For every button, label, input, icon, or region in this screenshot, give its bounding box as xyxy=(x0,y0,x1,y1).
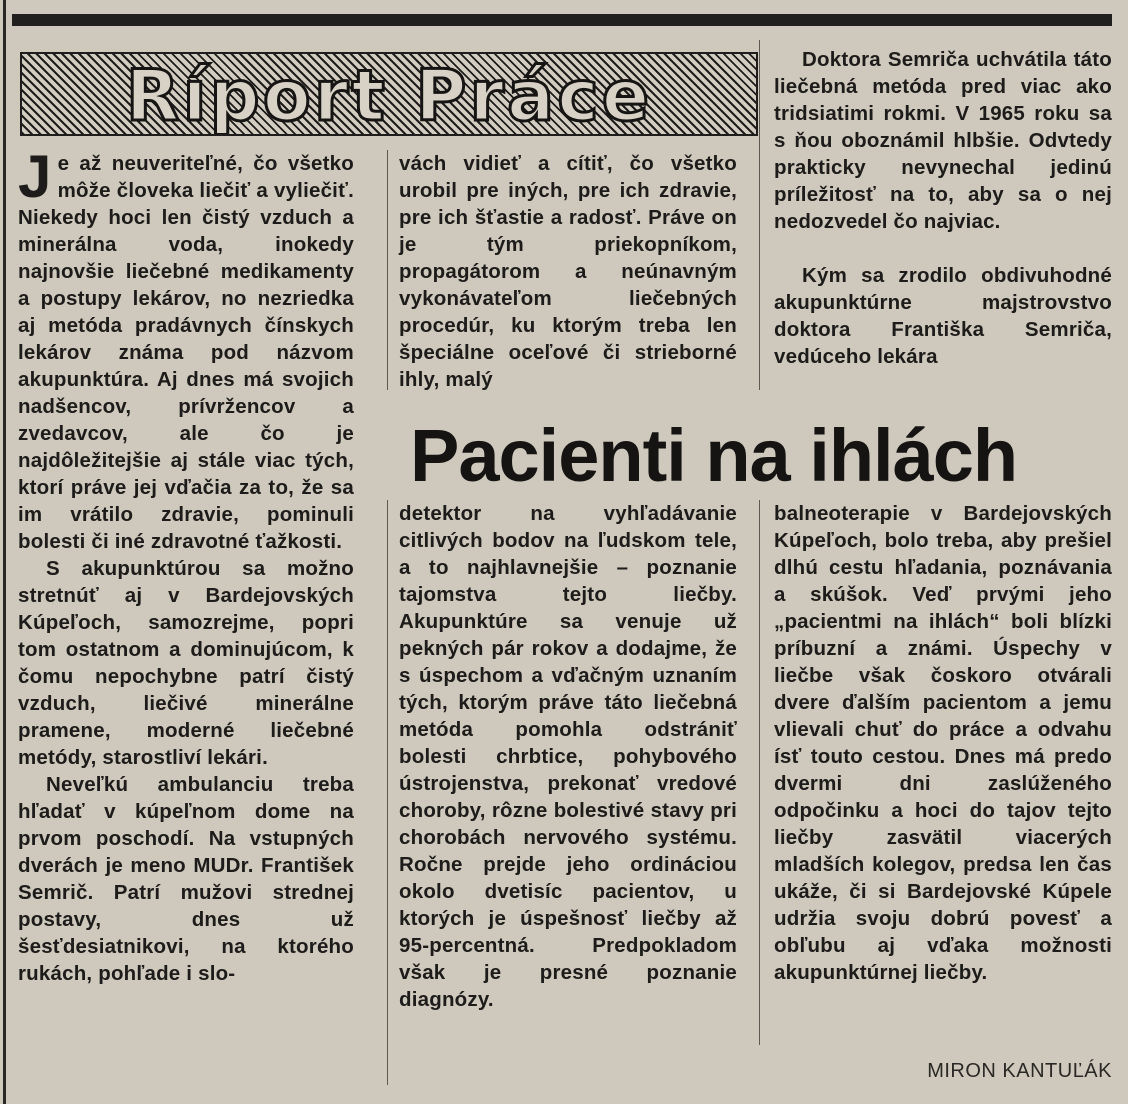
article-paragraph: Doktora Semriča uchvátila táto liečebná metóda pred viac ako tridsiatimi rokmi. V 1965 roku sa s ňou oboznámil hlbšie. Odvtedy prakticky nevynechal jedinú príležitosť na to, aby sa o nej nedozvedel čo najviac. xyxy=(774,48,1112,233)
section-banner xyxy=(20,52,758,136)
top-border-rule xyxy=(12,14,1112,26)
article-column-1 xyxy=(18,143,354,987)
drop-cap: J xyxy=(18,143,52,210)
article-column-2-top xyxy=(399,150,737,393)
author-byline: MIRON KANTUĽÁK xyxy=(927,1060,1112,1082)
article-paragraph: vách vidieť a cítiť, čo všetko urobil pre iných, pre ich zdravie, pre ich šťastie a radosť. Práve on je tým priekopníkom, propagátorom a neúnavným vykonávateľom liečebných procedúr, ku ktorým treba len špeciálne oceľové či strieborné ihly, malý xyxy=(399,152,737,391)
article-paragraph: S akupunktúrou sa možno stretnúť aj v Bardejovských Kúpeľoch, samozrejme, popri tom ostatnom a dominujúcom, k čomu nepochybne patrí čistý vzduch, liečivé minerálne pramene, moderné liečebné metódy, starostliví lekári. xyxy=(18,557,354,769)
left-border-rule xyxy=(3,0,6,1104)
article-paragraph xyxy=(18,143,354,555)
article-paragraph: balneoterapie v Bardejovských Kúpeľoch, bolo treba, aby prešiel dlhú cestu hľadania, poznávania a skúšok. Veď prvými jeho „pacientmi na ihlách“ boli blízki príbuzní a známi. Úspechy v liečbe však čoskoro otvárali dvere ďalším pacientom a jemu vlievali chuť do práce a odvahu ísť touto cestou. Dnes má predo dvermi dni zaslúženého odpočinku a hoci do tajov tejto liečby zasvätil viacerých mladších kolegov, predsa len čas ukáže, či si Bardejovské Kúpele udržia svoju dobrú povesť a obľubu aj vďaka možnosti akupunktúrnej liečby. xyxy=(774,502,1112,984)
article-column-3-bottom xyxy=(774,500,1112,986)
article-paragraph: Neveľkú ambulanciu treba hľadať v kúpeľnom dome na prvom poschodí. Na vstupných dverách je meno MUDr. František Semrič. Patrí mužovi strednej postavy, dnes už šesťdesiatnikovi, na ktorého rukách, pohľade i slo- xyxy=(18,773,354,985)
paragraph-text: e až neuveriteľné, čo všetko môže človeka liečiť a vyliečiť. Niekedy hoci len čistý vzduch a minerálna voda, inokedy najnovšie liečebné medikamenty a postupy lekárov, no nezriedka aj metóda pradávnych čínskych lekárov známa pod názvom akupunktúra. Aj dnes má svojich nadšencov, prívržencov a zvedavcov, ale čo je najdôležitejšie aj stále viac tých, ktorí práve jej vďačia za to, že sa im vrátilo zdravie, pominuli bolesti či iné zdravotné ťažkosti. xyxy=(18,152,354,553)
article-paragraph: Kým sa zrodilo obdivuhodné akupunktúrne majstrovstvo doktora Františka Semriča, vedúceho lekára xyxy=(774,264,1112,368)
headline: Pacienti na ihlách xyxy=(410,414,1018,497)
article-paragraph: detektor na vyhľadávanie citlivých bodov na ľudskom tele, a to najhlavnejšie – poznanie tajomstva tejto liečby. Akupunktúre sa venuje už pekných pár rokov a dodajme, že s úspechom a vďačným uznaním tých, ktorým práve táto liečebná metóda pomohla odstrániť bolesti chrbtice, pohybového ústrojenstva, prekonať vredové choroby, rôzne bolestivé stavy pri chorobách nervového systému. Ročne prejde jeho ordináciou okolo dvetisíc pacientov, u ktorých je úspešnosť liečby až 95-percentná. Predpokladom však je presné poznanie diagnózy. xyxy=(399,502,737,1011)
article-column-3-top xyxy=(774,46,1112,370)
column-divider xyxy=(387,150,388,390)
column-divider xyxy=(759,40,760,390)
section-banner-title: Ríport Práce xyxy=(125,55,653,136)
column-divider xyxy=(759,500,760,1045)
column-divider xyxy=(387,500,388,1085)
article-column-2-bottom xyxy=(399,500,737,1013)
